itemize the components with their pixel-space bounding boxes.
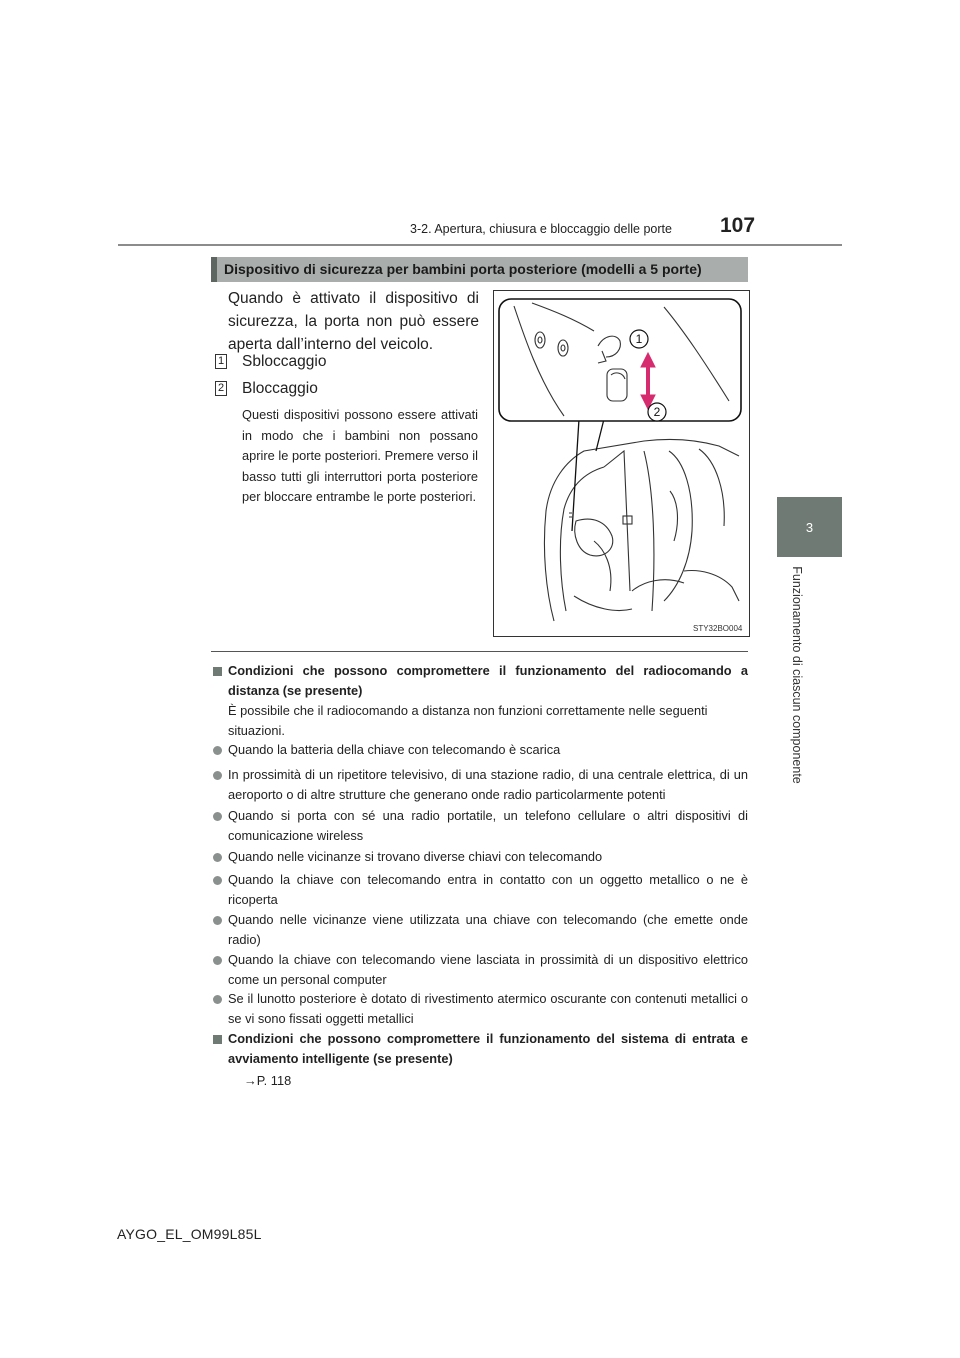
bullet-dot — [213, 812, 222, 821]
section-title: Dispositivo di sicurezza per bambini porta posteriore (modelli a 5 porte) — [224, 261, 702, 277]
bullet-text: In prossimità di un ripetitore televisivo, di una stazione radio, di una centrale elettrica, di un aeroporto o di altre strutture che generano onde radio particolarmente potenti — [228, 767, 748, 802]
bullet-dot — [213, 853, 222, 862]
door-lock-figure — [493, 290, 750, 637]
item-label-unlock: Sbloccaggio — [242, 353, 327, 370]
item-number-badge: 2 — [215, 381, 227, 396]
bullet-text: Quando nelle vicinanze si trovano diverse chiavi con telecomando — [228, 849, 603, 864]
bullet-text: Quando si porta con sé una radio portatile, un telefono cellulare o altri dispositivi di comunicazione wireless — [228, 808, 748, 843]
smart-entry-heading: Condizioni che possono compromettere il funzionamento del sistema di entrata e avviamento intelligente (se presente) — [228, 1031, 748, 1066]
bullet-text: Quando nelle vicinanze viene utilizzata una chiave con telecomando (che emette onde radio) — [228, 912, 748, 947]
chapter-number: 3 — [805, 519, 814, 535]
remote-conditions-heading: Condizioni che possono compromettere il funzionamento del radiocomando a distanza (se presente) — [228, 663, 748, 698]
bullet-dot — [213, 995, 222, 1004]
section-intro: Quando è attivato il dispositivo di sicurezza, la porta non può essere aperta dall’interno del veicolo. — [228, 290, 479, 353]
section-divider — [211, 651, 748, 652]
heading-square-marker — [213, 1035, 222, 1044]
chapter-title-vertical — [786, 560, 808, 790]
document-code: AYGO_EL_OM99L85L — [117, 1226, 262, 1242]
header-rule — [118, 244, 842, 246]
item-label-lock: Bloccaggio — [242, 380, 318, 397]
bullet-text: Quando la batteria della chiave con telecomando è scarica — [228, 742, 561, 757]
bullet-dot — [213, 771, 222, 780]
bullet-dot — [213, 916, 222, 925]
page-reference-link[interactable]: →P. 118 — [244, 1073, 292, 1088]
page-number: 107 — [720, 214, 756, 237]
remote-conditions-intro: È possibile che il radiocomando a distanza non funzioni correttamente nelle seguenti situazioni. — [228, 703, 708, 738]
item-number-badge: 1 — [215, 354, 227, 369]
section-note: Questi dispositivi possono essere attivati in modo che i bambini non possano aprire le porte posteriori. Premere verso il basso tutti gli interruttori porta posteriore per bloccare entrambe le porte posteriori. — [242, 407, 478, 504]
heading-square-marker — [213, 667, 222, 676]
bullet-text: Quando la chiave con telecomando viene lasciata in prossimità di un dispositivo elettrico come un personal computer — [228, 952, 748, 987]
figure-code: STY32BO004 — [693, 624, 743, 633]
bullet-text: Quando la chiave con telecomando entra in contatto con un oggetto metallico o ne è ricoperta — [228, 872, 748, 907]
bullet-dot — [213, 876, 222, 885]
figure-callout-2: 2 — [653, 405, 661, 419]
chapter-title: Funzionamento di ciascun componente — [790, 566, 804, 784]
figure-callout-1: 1 — [635, 332, 643, 346]
bullet-text: Se il lunotto posteriore è dotato di rivestimento atermico oscurante con contenuti metallici o se vi sono fissati oggetti metallici — [228, 991, 748, 1026]
door-illustration — [494, 291, 749, 636]
running-header-section: 3-2. Apertura, chiusura e bloccaggio delle porte — [410, 222, 672, 236]
bullet-dot — [213, 956, 222, 965]
bullet-dot — [213, 746, 222, 755]
